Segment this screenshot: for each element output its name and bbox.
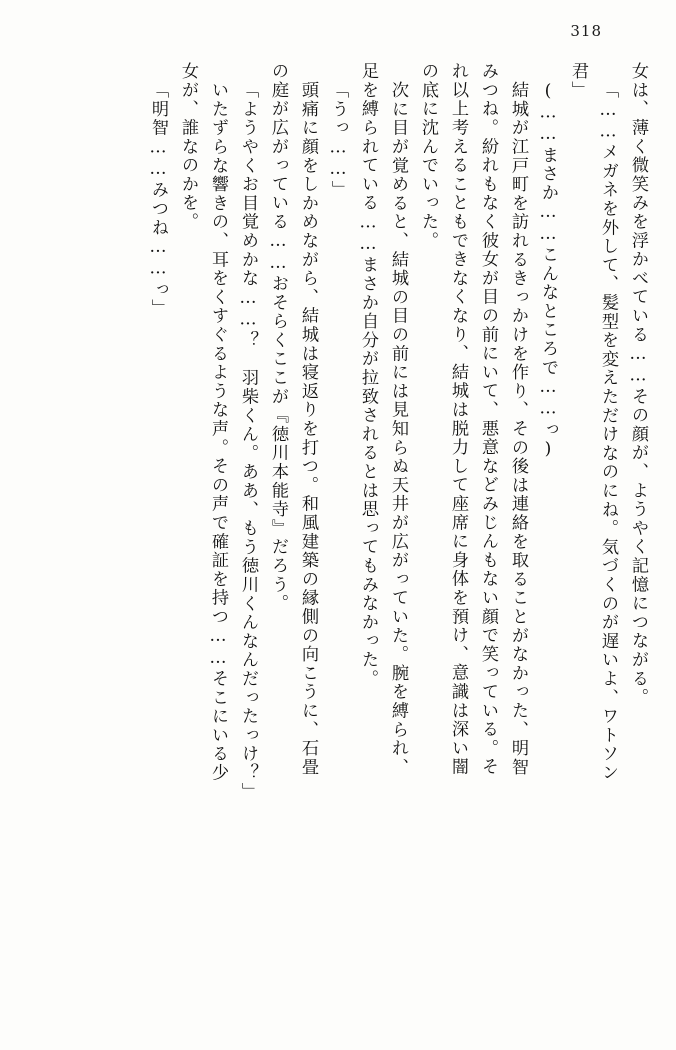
vertical-text-body (30, 62, 646, 997)
page-number: 318 (570, 22, 602, 40)
text-line: の庭が広がっている……おそらくここが『徳川本能寺』だろう。 (268, 62, 288, 613)
text-line: 君」 (568, 62, 588, 100)
text-line: いたずらな響きの、耳をくすぐるような声。その声で確証を持つ……そこにいる少 (208, 81, 228, 783)
text-line: 頭痛に顔をしかめながら、結城は寝返りを打つ。和風建築の縁側の向こうに、石畳 (298, 81, 318, 777)
text-line: 「……メガネを外して、髪型を変えただけなのにね。気づくのが遅いよ、ワトソン (598, 81, 618, 783)
text-line: れ以上考えることもできなくなり、結城は脱力して座席に身体を預け、意識は深い闇 (448, 62, 468, 777)
text-line: 結城が江戸町を訪れるきっかけを作り、その後は連絡を取ることがなかった、明智 (508, 81, 528, 777)
text-line: 「ようやくお目覚めかな……？ 羽柴くん。ああ、もう徳川くんなんだったっけ？」 (238, 81, 258, 801)
text-line: 女は、薄く微笑みを浮かべている……その顔が、ようやく記憶につながる。 (628, 62, 648, 707)
text-line: 「うっ……」 (328, 81, 348, 200)
text-line: の底に沈んでいった。 (418, 62, 438, 250)
text-line: (……まさか……こんなところで……っ) (538, 81, 558, 461)
text-line: 次に目が覚めると、結城の目の前には見知らぬ天井が広がっていた。腕を縛られ、 (388, 81, 408, 777)
text-line: 「明智……みつね……っ」 (148, 81, 168, 318)
text-line: みつね。紛れもなく彼女が目の前にいて、悪意などみじんもない顔で笑っている。そ (478, 62, 498, 777)
text-line: 女が、誰なのかを。 (178, 62, 198, 232)
text-line: 足を縛られている……まさか自分が拉致されるとは思ってもみなかった。 (358, 62, 378, 688)
